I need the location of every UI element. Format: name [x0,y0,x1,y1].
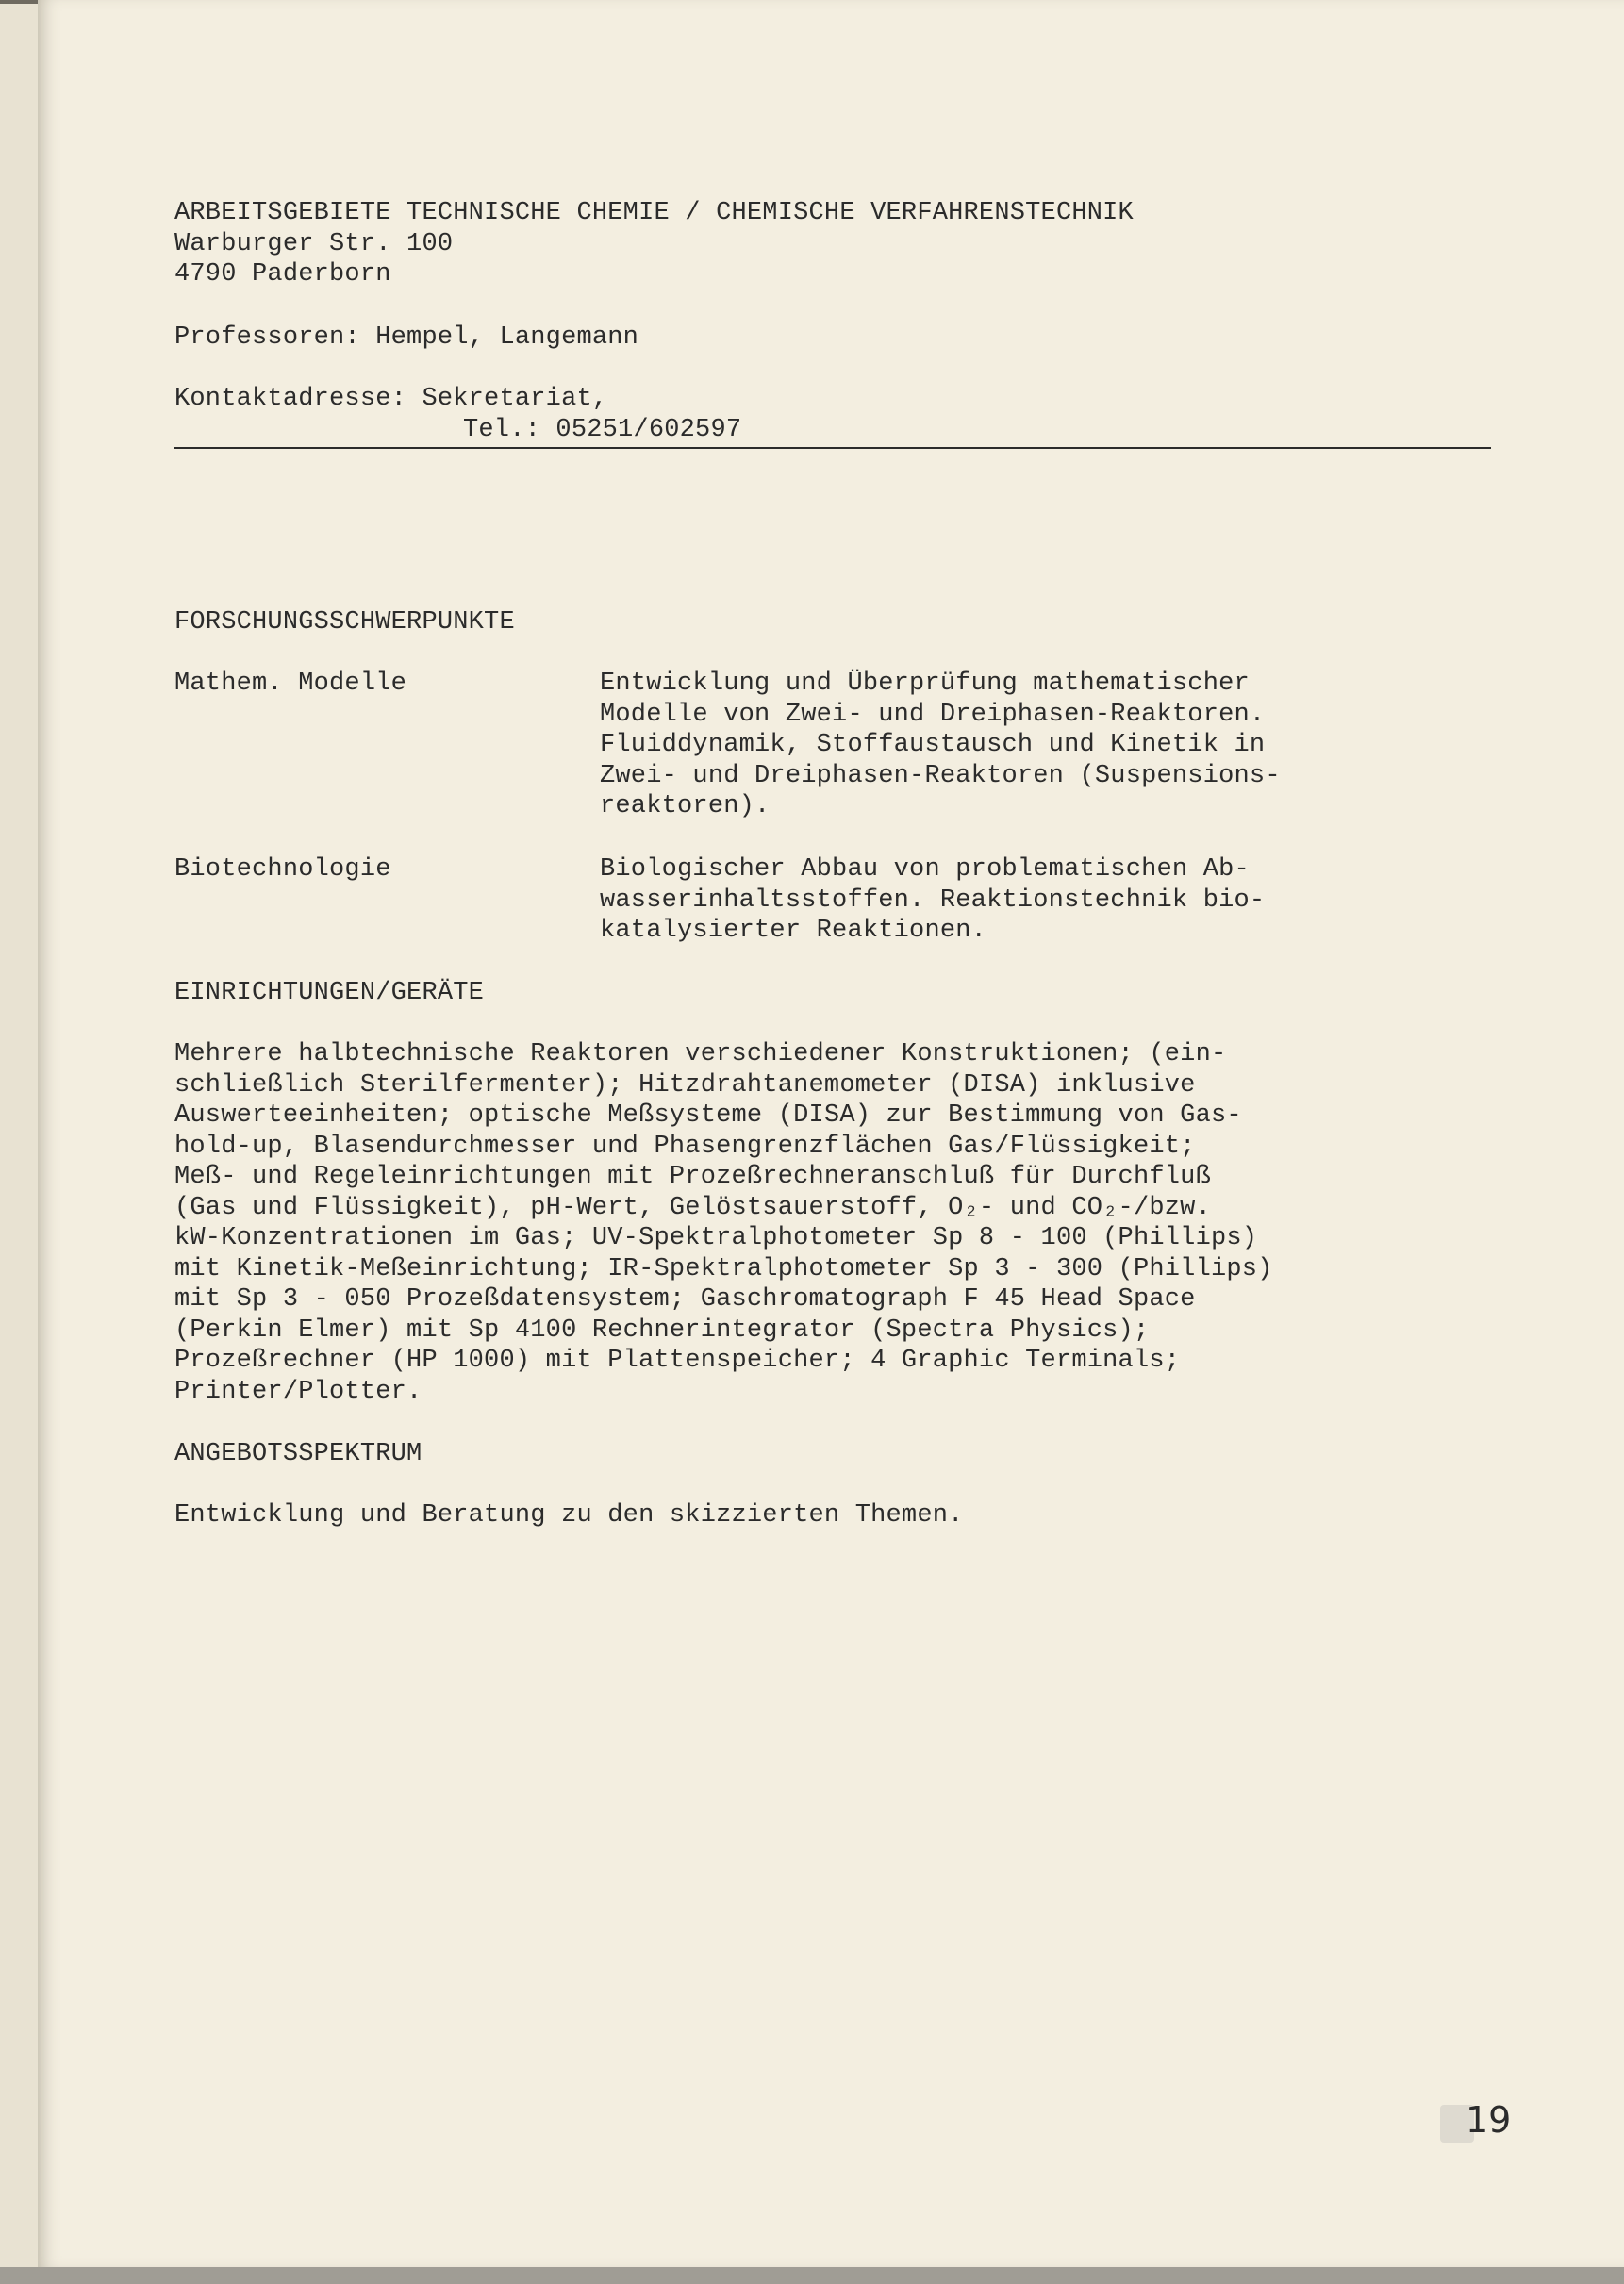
professors-line: Professoren: Hempel, Langemann [174,323,639,352]
street-address: Warburger Str. 100 [174,229,454,258]
header-block [174,198,1134,290]
contact-block [174,384,741,445]
department-title: ARBEITSGEBIETE TECHNISCHE CHEMIE / CHEMISCHE VERFAHRENSTECHNIK [174,199,1134,227]
research-item-description: Biologischer Abbau von problematischen Ab- wasserinhaltsstoffen. Reaktionstechnik bio- katalysierter Reaktionen. [600,855,1266,945]
equipment-paragraph: Mehrere halbtechnische Reaktoren verschiedener Konstruktionen; (ein- schließlich Sterilfermenter); Hitzdrahtanemometer (DISA) inklusive Auswerteeinheiten; optische Meßsysteme (DISA) zur Bestimmung von Gas- hold-up, Blasendurchmesser und Phasengrenzflächen Gas/Flüssigkeit; Meß- und Regeleinrichtungen mit Prozeßrechneranschluß für Durchfluß (Gas und Flüssigkeit), pH-Wert, Gelöstsauerstoff, O₂- und CO₂-/bzw. kW-Konzentrationen im Gas; UV-Spektralphotometer Sp 8 - 100 (Phillips) mit Kinetik-Meßeinrichtung; IR-Spektralphotometer Sp 3 - 300 (Phillips) mit Sp 3 - 050 Prozeßdatensystem; Gaschromatograph F 45 Head Space (Perkin Elmer) mit Sp 4100 Rechnerintegrator (Spectra Physics); Prozeßrechner (HP 1000) mit Plattenspeicher; 4 Graphic Terminals; Printer/Plotter. [174,1040,1273,1406]
research-item-label: Mathem. Modelle [174,670,407,698]
contact-label: Kontaktadresse: Sekretariat, [174,385,608,413]
research-item-label: Biotechnologie [174,855,391,884]
research-heading: FORSCHUNGSSCHWERPUNKTE [174,608,515,637]
offer-text: Entwicklung und Beratung zu den skizzierten Themen. [174,1501,964,1530]
document-page [38,0,1624,2267]
contact-phone: Tel.: 05251/602597 [463,415,742,444]
city-address: 4790 Paderborn [174,260,391,289]
page-number: 19 [1466,2099,1512,2141]
header-divider [174,447,1491,449]
scan-bottom-edge [0,2267,1624,2284]
offer-heading: ANGEBOTSSPEKTRUM [174,1440,423,1468]
equipment-heading: EINRICHTUNGEN/GERÄTE [174,979,485,1007]
research-item-description: Entwicklung und Überprüfung mathematischer Modelle von Zwei- und Dreiphasen-Reaktoren. Fluiddynamik, Stoffaustausch und Kinetik in Zwei- und Dreiphasen-Reaktoren (Suspensions- reaktoren). [600,670,1281,820]
